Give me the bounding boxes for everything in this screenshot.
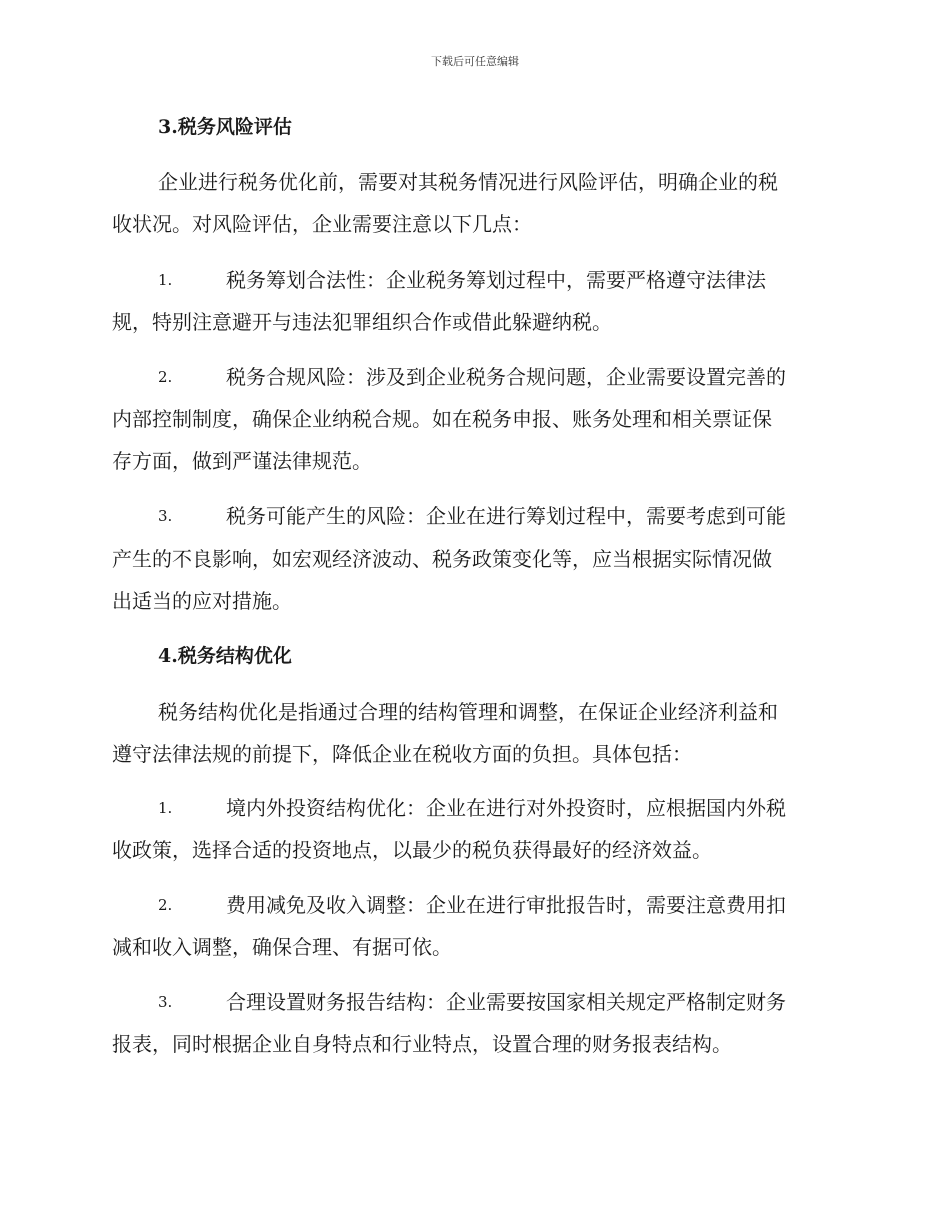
list-item-line: 存方面，做到严谨法律规范。 <box>112 449 372 473</box>
list-item-line: 报表，同时根据企业自身特点和行业特点，设置合理的财务报表结构。 <box>112 1032 732 1056</box>
list-item-number: 1. <box>158 799 173 817</box>
list-item-line: 费用减免及收入调整：企业在进行审批报告时，需要注意费用扣 <box>226 893 786 917</box>
list-item-line: 税务筹划合法性：企业税务筹划过程中，需要严格遵守法律法 <box>226 268 766 292</box>
paragraph-line: 收状况。对风险评估，企业需要注意以下几点： <box>112 212 532 236</box>
list-item-line: 规，特别注意避开与违法犯罪组织合作或借此躲避纳税。 <box>112 310 612 334</box>
list-item-number: 3. <box>158 507 173 525</box>
list-item-line: 税务合规风险：涉及到企业税务合规问题，企业需要设置完善的 <box>226 365 786 389</box>
list-item-number: 1. <box>158 271 173 289</box>
paragraph-line: 税务结构优化是指通过合理的结构管理和调整，在保证企业经济利益和 <box>158 700 778 724</box>
list-item-line: 出适当的应对措施。 <box>112 589 292 613</box>
list-item-line: 内部控制制度，确保企业纳税合规。如在税务申报、账务处理和相关票证保 <box>112 407 772 431</box>
list-item-line: 境内外投资结构优化：企业在进行对外投资时，应根据国内外税 <box>226 796 786 820</box>
paragraph-line: 遵守法律法规的前提下，降低企业在税收方面的负担。具体包括： <box>112 742 692 766</box>
list-item-line: 合理设置财务报告结构：企业需要按国家相关规定严格制定财务 <box>226 990 786 1014</box>
paragraph-line: 企业进行税务优化前，需要对其税务情况进行风险评估，明确企业的税 <box>158 170 778 194</box>
section-heading-risk-assessment: 3.税务风险评估 <box>158 116 292 138</box>
page-header: 下载后可任意编辑 <box>431 55 519 68</box>
list-item-number: 2. <box>158 368 173 386</box>
list-item-line: 减和收入调整，确保合理、有据可依。 <box>112 935 452 959</box>
section-heading-structure-optimization: 4.税务结构优化 <box>158 645 292 667</box>
list-item-line: 产生的不良影响，如宏观经济波动、税务政策变化等，应当根据实际情况做 <box>112 547 772 571</box>
list-item-number: 3. <box>158 993 173 1011</box>
list-item-number: 2. <box>158 896 173 914</box>
list-item-line: 税务可能产生的风险：企业在进行筹划过程中，需要考虑到可能 <box>226 504 786 528</box>
list-item-line: 收政策，选择合适的投资地点，以最少的税负获得最好的经济效益。 <box>112 838 712 862</box>
